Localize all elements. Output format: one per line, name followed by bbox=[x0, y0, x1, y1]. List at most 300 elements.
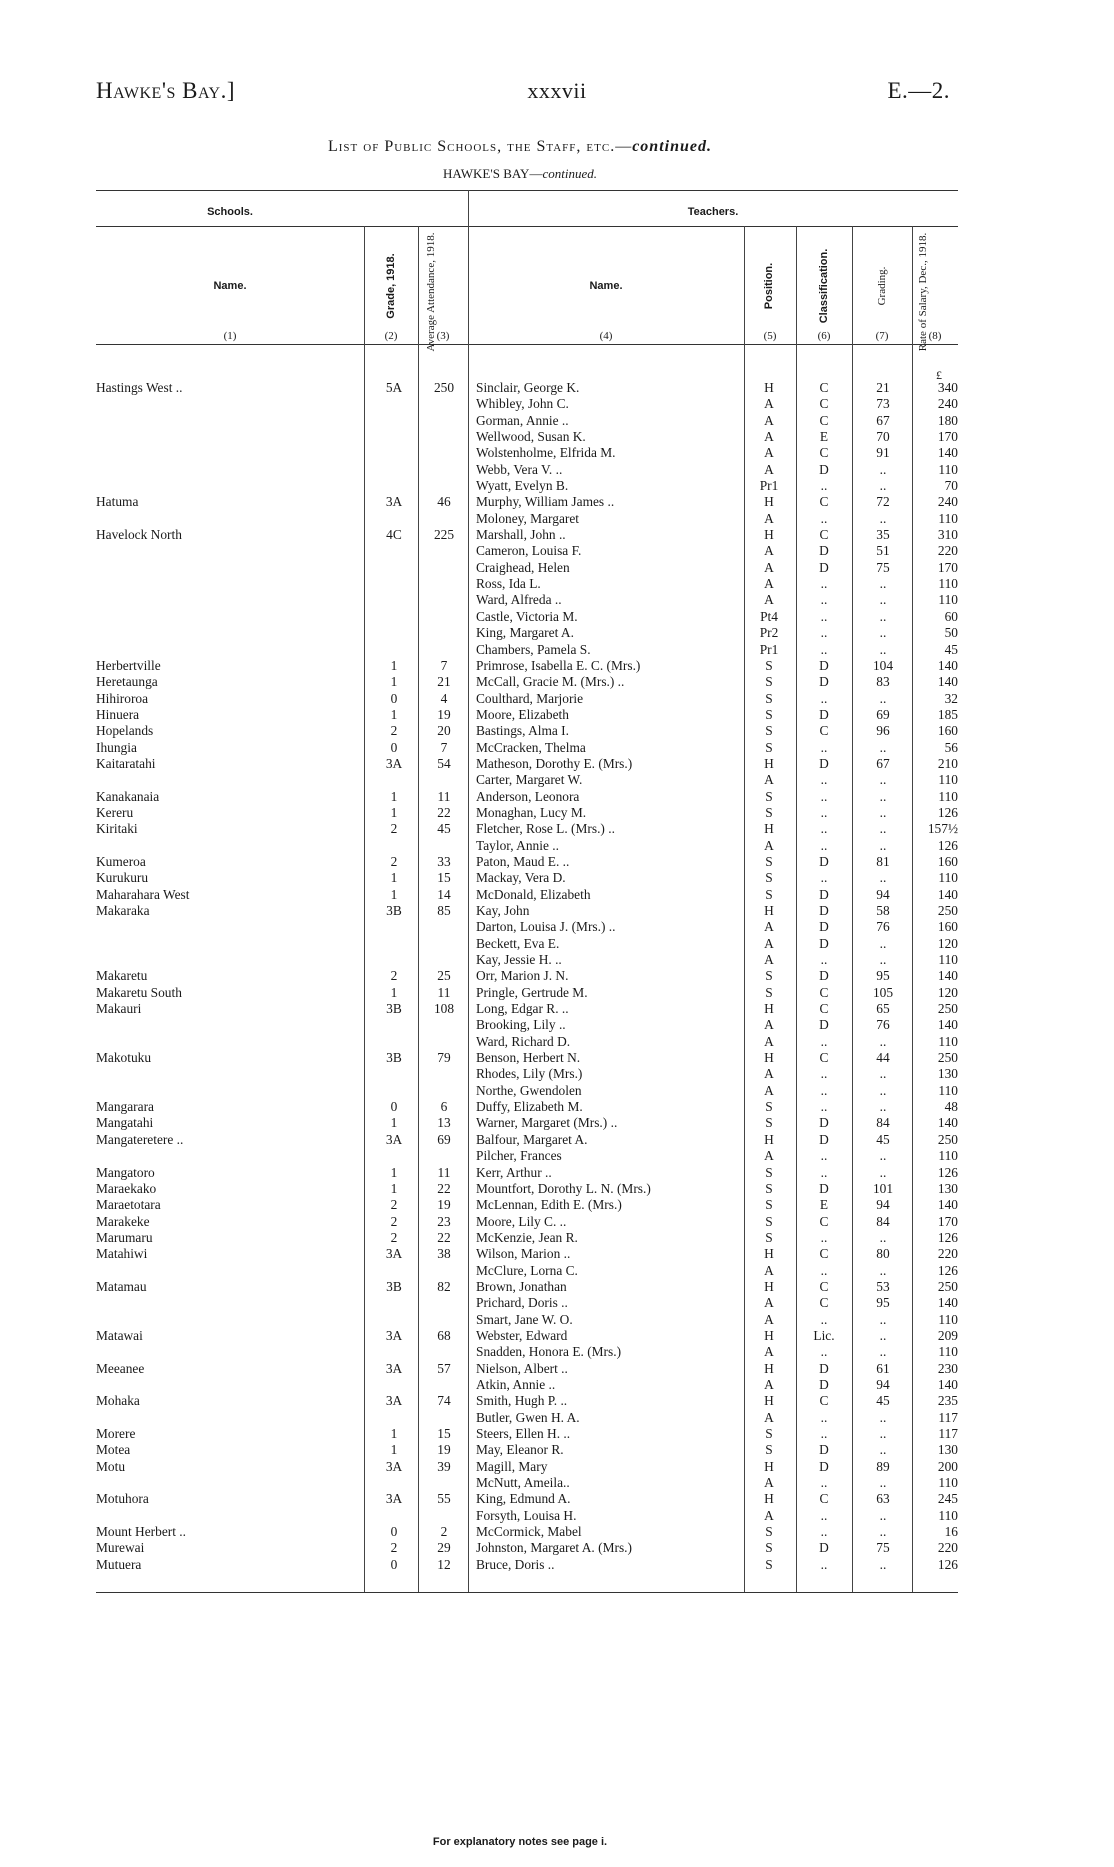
school-grade: 1 bbox=[390, 886, 398, 902]
teacher-grading: .. bbox=[879, 1409, 887, 1425]
school-name: Maharahara West bbox=[96, 886, 190, 902]
teacher-grading: 67 bbox=[876, 412, 890, 428]
teacher-grading: .. bbox=[879, 788, 887, 804]
teacher-grading: 84 bbox=[876, 1213, 890, 1229]
school-name: Maraekako bbox=[96, 1180, 157, 1196]
teacher-position: A bbox=[764, 510, 774, 526]
teacher-name: Murphy, William James .. bbox=[476, 494, 615, 510]
school-grade: 2 bbox=[390, 723, 398, 739]
average-attendance: 74 bbox=[437, 1393, 451, 1409]
teacher-name: Balfour, Margaret A. bbox=[476, 1131, 588, 1147]
teacher-classification: .. bbox=[820, 1099, 828, 1115]
teacher-grading: .. bbox=[879, 1229, 887, 1245]
teacher-position: S bbox=[765, 804, 773, 820]
teacher-grading: .. bbox=[879, 641, 887, 657]
teacher-grading: 96 bbox=[876, 723, 890, 739]
school-grade: 5A bbox=[385, 380, 403, 395]
average-attendance: 19 bbox=[437, 1442, 451, 1458]
teacher-classification: .. bbox=[820, 837, 828, 853]
teacher-name: Smith, Hugh P. .. bbox=[476, 1393, 568, 1409]
table-row bbox=[0, 1508, 1114, 1524]
teacher-grading: .. bbox=[879, 935, 887, 951]
col-number-4: (4) bbox=[599, 330, 613, 342]
school-grade: 2 bbox=[390, 1197, 398, 1213]
table-row bbox=[0, 1181, 1114, 1197]
teacher-grading: .. bbox=[879, 510, 887, 526]
teacher-position: S bbox=[765, 1099, 773, 1115]
school-name: Matahiwi bbox=[96, 1246, 148, 1262]
average-attendance: 55 bbox=[437, 1491, 451, 1507]
teacher-grading: 51 bbox=[876, 543, 890, 559]
teacher-classification: .. bbox=[820, 641, 828, 657]
col-classification: Classification. bbox=[818, 248, 830, 324]
col-number-1: (1) bbox=[223, 330, 237, 342]
running-head-right: E.—2. bbox=[887, 78, 950, 103]
table-row bbox=[0, 805, 1114, 821]
teacher-grading: .. bbox=[879, 1082, 887, 1098]
teacher-position: S bbox=[765, 1197, 773, 1213]
teacher-name: Prichard, Doris .. bbox=[476, 1295, 568, 1311]
teacher-classification: D bbox=[819, 903, 829, 918]
table-row bbox=[0, 445, 1114, 461]
teacher-name: Pringle, Gertrude M. bbox=[476, 984, 588, 1000]
teacher-position: H bbox=[764, 1393, 774, 1409]
average-attendance: 20 bbox=[437, 723, 451, 739]
school-name: Ihungia bbox=[96, 739, 137, 755]
school-name: Makaraka bbox=[96, 903, 150, 918]
teacher-classification: C bbox=[819, 1491, 829, 1507]
average-attendance: 6 bbox=[440, 1099, 448, 1115]
table-row bbox=[0, 821, 1114, 837]
teacher-position: A bbox=[764, 1033, 774, 1049]
salary-rate: 185 bbox=[937, 706, 958, 722]
salary-rate: 110 bbox=[938, 788, 958, 804]
teacher-position: A bbox=[764, 412, 774, 428]
teacher-position: A bbox=[764, 396, 774, 412]
teacher-grading: 75 bbox=[876, 559, 890, 575]
table-row bbox=[0, 1328, 1114, 1344]
teacher-grading: 58 bbox=[876, 903, 890, 918]
school-grade: 1 bbox=[390, 657, 398, 673]
salary-rate: 110 bbox=[938, 870, 958, 886]
teacher-position: A bbox=[764, 559, 774, 575]
teacher-position: H bbox=[764, 1050, 774, 1066]
teacher-grading: 65 bbox=[876, 1001, 890, 1017]
teacher-name: Forsyth, Louisa H. bbox=[476, 1507, 577, 1523]
teacher-classification: .. bbox=[820, 772, 828, 788]
teacher-classification: C bbox=[819, 1050, 829, 1066]
subtitle-main: HAWKE'S BAY— bbox=[443, 166, 543, 181]
teacher-grading: .. bbox=[879, 1442, 887, 1458]
col-number-3: (3) bbox=[436, 330, 450, 342]
school-name: Mangateretere .. bbox=[96, 1131, 184, 1147]
average-attendance: 7 bbox=[440, 739, 448, 755]
teacher-name: Sinclair, George K. bbox=[476, 380, 580, 395]
table-row bbox=[0, 919, 1114, 935]
col-attendance: Average Attendance, 1918. bbox=[425, 232, 437, 352]
teacher-position: H bbox=[764, 903, 774, 918]
teacher-classification: D bbox=[819, 1131, 829, 1147]
teacher-classification: D bbox=[819, 1458, 829, 1474]
salary-rate: 45 bbox=[944, 641, 958, 657]
salary-rate: 220 bbox=[937, 1246, 958, 1262]
teacher-classification: C bbox=[819, 1295, 829, 1311]
subtitle-italic: continued. bbox=[542, 166, 597, 181]
school-grade: 1 bbox=[390, 984, 398, 1000]
teacher-grading: .. bbox=[879, 1164, 887, 1180]
teacher-position: H bbox=[764, 1278, 774, 1294]
average-attendance: 11 bbox=[437, 1164, 451, 1180]
teacher-name: McCracken, Thelma bbox=[476, 739, 586, 755]
teacher-position: H bbox=[764, 1491, 774, 1507]
table-row bbox=[0, 511, 1114, 527]
school-grade: 1 bbox=[390, 706, 398, 722]
average-attendance: 14 bbox=[437, 886, 451, 902]
salary-rate: 110 bbox=[938, 1475, 958, 1491]
school-name: Kiritaki bbox=[96, 821, 138, 837]
table-row bbox=[0, 740, 1114, 756]
school-table-body bbox=[0, 380, 1114, 1573]
school-name: Motuhora bbox=[96, 1491, 149, 1507]
teacher-name: Bastings, Alma I. bbox=[476, 723, 569, 739]
teacher-classification: .. bbox=[820, 1066, 828, 1082]
teacher-name: McCall, Gracie M. (Mrs.) .. bbox=[476, 674, 625, 690]
teacher-grading: 94 bbox=[876, 886, 890, 902]
teacher-grading: 63 bbox=[876, 1491, 890, 1507]
teacher-grading: .. bbox=[879, 1475, 887, 1491]
teacher-name: Northe, Gwendolen bbox=[476, 1082, 582, 1098]
title-main: List of Public Schools, the Staff, etc.— bbox=[327, 138, 633, 155]
school-name: Morere bbox=[96, 1426, 136, 1441]
teacher-name: Mountfort, Dorothy L. N. (Mrs.) bbox=[476, 1180, 651, 1196]
salary-rate: 130 bbox=[937, 1180, 958, 1196]
teacher-classification: C bbox=[819, 527, 829, 543]
teacher-classification: Lic. bbox=[813, 1327, 835, 1343]
teacher-position: H bbox=[764, 1327, 774, 1343]
teacher-position: A bbox=[764, 919, 774, 935]
salary-rate: 110 bbox=[938, 461, 958, 477]
teacher-position: S bbox=[765, 886, 773, 902]
table-row bbox=[0, 756, 1114, 772]
school-grade: 0 bbox=[390, 1524, 398, 1540]
teacher-grading: .. bbox=[879, 1507, 887, 1523]
teacher-classification: .. bbox=[820, 788, 828, 804]
teacher-name: Matheson, Dorothy E. (Mrs.) bbox=[476, 755, 633, 771]
school-name: Murewai bbox=[96, 1540, 145, 1556]
school-grade: 2 bbox=[390, 821, 398, 837]
teacher-name: Gorman, Annie .. bbox=[476, 412, 569, 428]
table-row bbox=[0, 1540, 1114, 1556]
teacher-grading: 104 bbox=[872, 657, 894, 673]
teacher-classification: .. bbox=[820, 690, 828, 706]
teacher-classification: .. bbox=[820, 1148, 828, 1164]
teacher-classification: .. bbox=[820, 1262, 828, 1278]
teacher-name: Moore, Elizabeth bbox=[476, 706, 569, 722]
teacher-grading: 76 bbox=[876, 1017, 890, 1033]
teacher-name: McClure, Lorna C. bbox=[476, 1262, 578, 1278]
teacher-grading: .. bbox=[879, 821, 887, 837]
teacher-position: H bbox=[764, 1001, 774, 1017]
teacher-name: King, Margaret A. bbox=[476, 625, 574, 641]
teacher-grading: 95 bbox=[876, 1295, 890, 1311]
salary-rate: 110 bbox=[938, 1507, 958, 1523]
teacher-name: Wolstenholme, Elfrida M. bbox=[476, 445, 616, 461]
teacher-position: A bbox=[764, 1017, 774, 1033]
school-grade: 1 bbox=[390, 788, 398, 804]
table-row bbox=[0, 1148, 1114, 1164]
teacher-name: Moloney, Margaret bbox=[476, 510, 580, 526]
teacher-classification: .. bbox=[820, 510, 828, 526]
school-grade: 1 bbox=[390, 1180, 398, 1196]
col-grading: Grading. bbox=[876, 266, 888, 306]
salary-rate: 126 bbox=[937, 1262, 958, 1278]
average-attendance: 11 bbox=[437, 984, 451, 1000]
school-grade: 3A bbox=[385, 1360, 403, 1376]
teacher-grading: .. bbox=[879, 576, 887, 592]
average-attendance: 12 bbox=[437, 1556, 451, 1572]
teacher-grading: 94 bbox=[876, 1197, 890, 1213]
school-name: Hastings West .. bbox=[96, 380, 183, 395]
teacher-classification: .. bbox=[820, 478, 828, 494]
table-row bbox=[0, 1214, 1114, 1230]
teacher-position: A bbox=[764, 1409, 774, 1425]
teacher-classification: D bbox=[819, 755, 829, 771]
salary-rate: 200 bbox=[937, 1458, 958, 1474]
salary-rate: 110 bbox=[938, 1311, 958, 1327]
teacher-grading: 21 bbox=[876, 380, 890, 395]
salary-rate: 170 bbox=[937, 429, 958, 445]
teacher-position: A bbox=[764, 935, 774, 951]
school-name: Herbertville bbox=[96, 657, 161, 673]
teacher-name: Duffy, Elizabeth M. bbox=[476, 1099, 583, 1115]
average-attendance: 15 bbox=[437, 870, 451, 886]
salary-rate: 160 bbox=[937, 723, 958, 739]
teacher-grading: 95 bbox=[876, 968, 890, 984]
average-attendance: 225 bbox=[433, 527, 455, 543]
teacher-name: Ross, Ida L. bbox=[476, 576, 541, 592]
average-attendance: 25 bbox=[437, 968, 451, 984]
teacher-position: S bbox=[765, 706, 773, 722]
teacher-classification: D bbox=[819, 1360, 829, 1376]
teacher-position: S bbox=[765, 739, 773, 755]
teacher-grading: .. bbox=[879, 870, 887, 886]
school-name: Mangatahi bbox=[96, 1115, 154, 1131]
teacher-name: Bruce, Doris .. bbox=[476, 1556, 555, 1572]
teacher-name: King, Edmund A. bbox=[476, 1491, 571, 1507]
teacher-classification: D bbox=[819, 1442, 829, 1458]
table-row bbox=[0, 1361, 1114, 1377]
school-name: Mangarara bbox=[96, 1099, 154, 1115]
teacher-position: A bbox=[764, 1082, 774, 1098]
salary-rate: 140 bbox=[937, 1376, 958, 1392]
teacher-classification: C bbox=[819, 494, 829, 510]
table-row bbox=[0, 1279, 1114, 1295]
teacher-grading: .. bbox=[879, 804, 887, 820]
table-row bbox=[0, 560, 1114, 576]
table-row bbox=[0, 576, 1114, 592]
teacher-grading: 53 bbox=[876, 1278, 890, 1294]
teacher-grading: .. bbox=[879, 592, 887, 608]
table-row bbox=[0, 462, 1114, 478]
average-attendance: 45 bbox=[437, 821, 451, 837]
teacher-position: S bbox=[765, 690, 773, 706]
salary-rate: 250 bbox=[937, 1001, 958, 1017]
teacher-name: Fletcher, Rose L. (Mrs.) .. bbox=[476, 821, 615, 837]
teacher-grading: 91 bbox=[876, 445, 890, 461]
teacher-grading: 35 bbox=[876, 527, 890, 543]
school-grade: 3A bbox=[385, 1131, 403, 1147]
teacher-position: S bbox=[765, 1556, 773, 1572]
teacher-position: S bbox=[765, 723, 773, 739]
salary-rate: 120 bbox=[937, 984, 958, 1000]
average-attendance: 22 bbox=[437, 804, 451, 820]
teacher-grading: .. bbox=[879, 461, 887, 477]
school-grade: 3B bbox=[386, 903, 402, 918]
teacher-position: H bbox=[764, 1131, 774, 1147]
teacher-grading: .. bbox=[879, 1327, 887, 1343]
table-bottom-rule bbox=[96, 1592, 958, 1593]
teacher-name: Wilson, Marion .. bbox=[476, 1246, 571, 1262]
teacher-position: H bbox=[764, 1458, 774, 1474]
page-subtitle bbox=[0, 166, 1040, 182]
school-grade: 3A bbox=[385, 1458, 403, 1474]
school-name: Kurukuru bbox=[96, 870, 149, 886]
school-name: Kanakanaia bbox=[96, 788, 160, 804]
teacher-classification: D bbox=[819, 1540, 829, 1556]
school-grade: 3A bbox=[385, 1327, 403, 1343]
salary-rate: 110 bbox=[938, 772, 958, 788]
school-grade: 3A bbox=[385, 1393, 403, 1409]
teacher-classification: C bbox=[819, 1001, 829, 1017]
teacher-name: Webster, Edward bbox=[476, 1327, 568, 1343]
teacher-grading: 44 bbox=[876, 1050, 890, 1066]
salary-rate: 110 bbox=[938, 510, 958, 526]
teacher-name: Atkin, Annie .. bbox=[476, 1376, 556, 1392]
average-attendance: 250 bbox=[433, 380, 455, 395]
table-row bbox=[0, 413, 1114, 429]
school-name: Mangatoro bbox=[96, 1164, 155, 1180]
teacher-name: McCormick, Mabel bbox=[476, 1524, 582, 1540]
table-row bbox=[0, 609, 1114, 625]
teacher-position: H bbox=[764, 821, 774, 837]
teacher-grading: .. bbox=[879, 608, 887, 624]
teacher-position: Pr1 bbox=[759, 478, 779, 494]
teacher-name: Beckett, Eva E. bbox=[476, 935, 560, 951]
school-grade: 1 bbox=[390, 870, 398, 886]
salary-rate: 245 bbox=[937, 1491, 958, 1507]
teacher-position: S bbox=[765, 1229, 773, 1245]
salary-rate: 130 bbox=[937, 1442, 958, 1458]
currency-symbol: £ bbox=[936, 368, 942, 382]
salary-rate: 110 bbox=[938, 1033, 958, 1049]
table-row bbox=[0, 625, 1114, 641]
school-grade: 2 bbox=[390, 1540, 398, 1556]
teacher-name: Moore, Lily C. .. bbox=[476, 1213, 567, 1229]
table-row bbox=[0, 396, 1114, 412]
table-row bbox=[0, 723, 1114, 739]
teacher-classification: C bbox=[819, 1393, 829, 1409]
teacher-grading: 72 bbox=[876, 494, 890, 510]
teacher-name: Primrose, Isabella E. C. (Mrs.) bbox=[476, 657, 641, 673]
teacher-name: Cameron, Louisa F. bbox=[476, 543, 582, 559]
table-row bbox=[0, 1246, 1114, 1262]
teacher-name: Snadden, Honora E. (Mrs.) bbox=[476, 1344, 622, 1360]
teacher-position: S bbox=[765, 1524, 773, 1540]
table-row bbox=[0, 1165, 1114, 1181]
school-grade: 0 bbox=[390, 739, 398, 755]
page-number: xxxvii bbox=[527, 78, 587, 103]
teacher-grading: .. bbox=[879, 478, 887, 494]
teacher-grading: .. bbox=[879, 1311, 887, 1327]
average-attendance: 2 bbox=[440, 1524, 448, 1540]
salary-rate: 110 bbox=[938, 1148, 958, 1164]
teacher-position: S bbox=[765, 1164, 773, 1180]
teacher-grading: .. bbox=[879, 690, 887, 706]
salary-rate: 120 bbox=[937, 935, 958, 951]
teacher-classification: D bbox=[819, 1180, 829, 1196]
school-name: Makaretu bbox=[96, 968, 148, 984]
teacher-grading: 94 bbox=[876, 1376, 890, 1392]
teacher-classification: .. bbox=[820, 952, 828, 968]
teacher-name: Long, Edgar R. .. bbox=[476, 1001, 569, 1017]
school-grade: 2 bbox=[390, 1213, 398, 1229]
average-attendance: 82 bbox=[437, 1278, 451, 1294]
teacher-grading: 84 bbox=[876, 1115, 890, 1131]
salary-rate: 126 bbox=[937, 837, 958, 853]
teacher-classification: .. bbox=[820, 1344, 828, 1360]
school-name: Marumaru bbox=[96, 1229, 153, 1245]
teacher-grading: .. bbox=[879, 952, 887, 968]
table-row bbox=[0, 1344, 1114, 1360]
school-name: Makaretu South bbox=[96, 984, 182, 1000]
teacher-name: Wellwood, Susan K. bbox=[476, 429, 586, 445]
teacher-position: S bbox=[765, 1426, 773, 1441]
col-salary: Rate of Salary, Dec., 1918. bbox=[917, 232, 929, 352]
table-row bbox=[0, 968, 1114, 984]
salary-rate: 240 bbox=[937, 494, 958, 510]
average-attendance: 19 bbox=[437, 706, 451, 722]
school-name: Hihiroroa bbox=[96, 690, 149, 706]
school-name: Meeanee bbox=[96, 1360, 145, 1376]
teacher-position: S bbox=[765, 674, 773, 690]
teacher-name: Orr, Marion J. N. bbox=[476, 968, 569, 984]
salary-rate: 110 bbox=[938, 576, 958, 592]
table-row bbox=[0, 478, 1114, 494]
school-grade: 1 bbox=[390, 674, 398, 690]
teacher-classification: C bbox=[819, 396, 829, 412]
salary-rate: 110 bbox=[938, 1344, 958, 1360]
teacher-position: A bbox=[764, 1507, 774, 1523]
teacher-grading: .. bbox=[879, 1099, 887, 1115]
average-attendance: 33 bbox=[437, 853, 451, 869]
salary-rate: 126 bbox=[937, 1556, 958, 1572]
teacher-name: Kerr, Arthur .. bbox=[476, 1164, 552, 1180]
table-row bbox=[0, 1491, 1114, 1507]
teacher-grading: .. bbox=[879, 625, 887, 641]
table-row bbox=[0, 1115, 1114, 1131]
teacher-name: Pilcher, Frances bbox=[476, 1148, 562, 1164]
running-head-left: Hawke's Bay.] bbox=[96, 78, 235, 103]
teacher-name: Anderson, Leonora bbox=[476, 788, 580, 804]
teacher-classification: E bbox=[819, 429, 829, 445]
teacher-position: A bbox=[764, 952, 774, 968]
salary-rate: 110 bbox=[938, 592, 958, 608]
table-top-rule bbox=[96, 190, 958, 191]
col-number-5: (5) bbox=[763, 330, 777, 342]
average-attendance: 7 bbox=[440, 657, 448, 673]
teacher-position: S bbox=[765, 1540, 773, 1556]
average-attendance: 13 bbox=[437, 1115, 451, 1131]
